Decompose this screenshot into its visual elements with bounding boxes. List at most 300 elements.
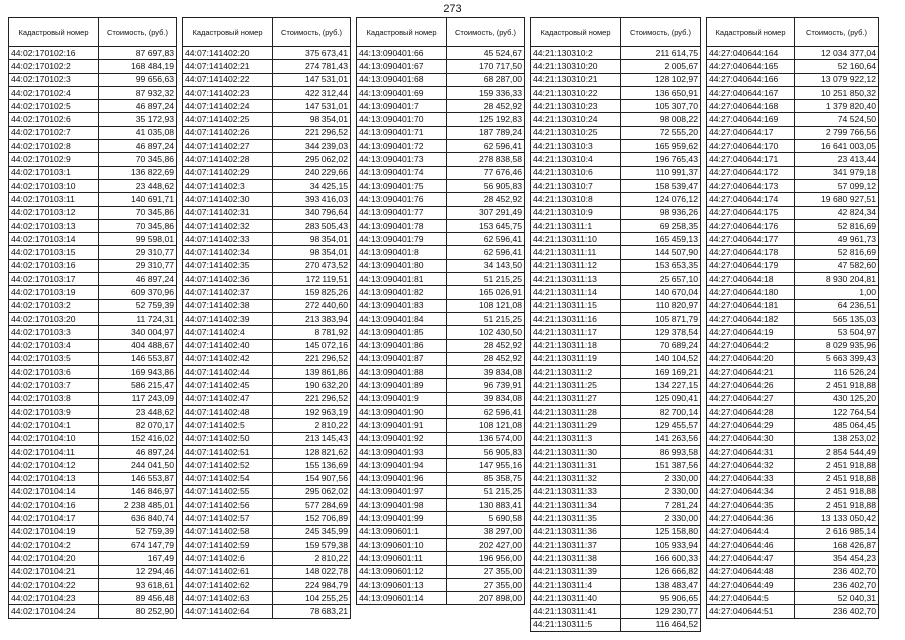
table-row xyxy=(183,219,351,232)
cadastral-number: 44:21:130311:19 xyxy=(531,352,621,365)
cost-value: 8 781,92 xyxy=(273,326,351,339)
cost-value: 11 724,31 xyxy=(99,312,177,325)
table-row xyxy=(357,326,525,339)
cadastral-number: 44:13:090401:98 xyxy=(357,499,447,512)
table-row xyxy=(531,578,701,591)
cadastral-number: 44:21:130311:34 xyxy=(531,499,621,512)
table-row xyxy=(9,140,177,153)
cost-value: 28 452,92 xyxy=(447,352,525,365)
cadastral-number: 44:21:130310:8 xyxy=(531,193,621,206)
table-row xyxy=(531,259,701,272)
table-row xyxy=(531,592,701,605)
table-row xyxy=(707,286,879,299)
cost-value: 80 252,90 xyxy=(99,605,177,618)
cost-value: 244 041,50 xyxy=(99,459,177,472)
cadastral-number: 44:07:141402:38 xyxy=(183,299,273,312)
cost-value: 45 524,67 xyxy=(447,47,525,60)
cadastral-number: 44:07:141402:64 xyxy=(183,605,273,618)
table-row xyxy=(9,86,177,99)
page-number: 273 xyxy=(443,3,462,15)
cost-value: 128 821,62 xyxy=(273,445,351,458)
cost-value: 25 657,10 xyxy=(621,273,701,286)
cost-value: 213 145,43 xyxy=(273,432,351,445)
cost-value: 1 379 820,40 xyxy=(795,100,879,113)
table-row xyxy=(183,392,351,405)
cost-value: 136 574,00 xyxy=(447,432,525,445)
table-row xyxy=(183,153,351,166)
table-row xyxy=(357,193,525,206)
cadastral-number: 44:07:141402:45 xyxy=(183,379,273,392)
cadastral-number: 44:02:170102:6 xyxy=(9,113,99,126)
table-row xyxy=(357,392,525,405)
cadastral-number: 44:21:130311:29 xyxy=(531,419,621,432)
cost-value: 72 555,20 xyxy=(621,126,701,139)
cadastral-number: 44:21:130311:40 xyxy=(531,592,621,605)
table-row xyxy=(707,432,879,445)
cadastral-number: 44:13:090401:66 xyxy=(357,47,447,60)
cadastral-number: 44:13:090401:76 xyxy=(357,193,447,206)
table-row xyxy=(531,206,701,219)
header-row xyxy=(531,18,701,47)
table-row xyxy=(531,512,701,525)
table-row xyxy=(183,538,351,551)
table-row xyxy=(707,552,879,565)
table-row xyxy=(531,273,701,286)
cadastral-number: 44:07:141402:42 xyxy=(183,352,273,365)
table-row xyxy=(707,140,879,153)
cadastral-number: 44:27:040644:30 xyxy=(707,432,795,445)
table-row xyxy=(9,512,177,525)
cadastral-number: 44:07:141402:61 xyxy=(183,565,273,578)
cadastral-number: 44:13:090401:97 xyxy=(357,485,447,498)
cost-value: 62 596,41 xyxy=(447,233,525,246)
cost-value: 70 345,86 xyxy=(99,206,177,219)
cadastral-number: 44:02:170104:2 xyxy=(9,538,99,551)
table-row xyxy=(183,73,351,86)
cadastral-number: 44:27:040644:4 xyxy=(707,525,795,538)
table-row xyxy=(9,233,177,246)
cadastral-number: 44:13:090401:74 xyxy=(357,166,447,179)
table-row xyxy=(707,578,879,591)
cost-value: 278 838,58 xyxy=(447,153,525,166)
cadastral-number: 44:07:141402:39 xyxy=(183,312,273,325)
cost-value: 196 765,43 xyxy=(621,153,701,166)
table-row xyxy=(9,485,177,498)
cadastral-number: 44:07:141402:34 xyxy=(183,246,273,259)
cost-value: 116 464,52 xyxy=(621,618,701,631)
cadastral-number: 44:21:130310:4 xyxy=(531,153,621,166)
cost-value: 140 691,71 xyxy=(99,193,177,206)
cadastral-number: 44:02:170104:1 xyxy=(9,419,99,432)
table-row xyxy=(357,312,525,325)
cost-value: 125 090,41 xyxy=(621,392,701,405)
cadastral-number: 44:07:141402:26 xyxy=(183,126,273,139)
cost-value: 2 451 918,88 xyxy=(795,499,879,512)
cadastral-number: 44:13:090401:82 xyxy=(357,286,447,299)
cost-value: 2 810,22 xyxy=(273,419,351,432)
cadastral-number: 44:13:090401:9 xyxy=(357,392,447,405)
cost-value: 168 426,87 xyxy=(795,538,879,551)
table-row xyxy=(183,605,351,618)
table-row xyxy=(707,126,879,139)
table-row xyxy=(183,206,351,219)
cost-value: 129 378,54 xyxy=(621,326,701,339)
cadastral-number: 44:07:141402:24 xyxy=(183,100,273,113)
cadastral-number: 44:27:040644:19 xyxy=(707,326,795,339)
cost-value: 140 670,04 xyxy=(621,286,701,299)
cadastral-number: 44:07:141402:51 xyxy=(183,445,273,458)
cost-value: 192 963,19 xyxy=(273,406,351,419)
cost-value: 159 579,38 xyxy=(273,538,351,551)
cadastral-number: 44:27:040644:18 xyxy=(707,273,795,286)
cost-value: 609 370,96 xyxy=(99,286,177,299)
table-row xyxy=(9,379,177,392)
cadastral-number: 44:27:040644:36 xyxy=(707,512,795,525)
cost-value: 270 473,52 xyxy=(273,259,351,272)
table-row xyxy=(707,259,879,272)
cadastral-header: Кадастровый номер xyxy=(357,18,447,47)
cadastral-number: 44:21:130311:5 xyxy=(531,618,621,631)
table-row xyxy=(9,406,177,419)
table-row xyxy=(357,86,525,99)
cost-value: 98 354,01 xyxy=(273,113,351,126)
table-row xyxy=(9,578,177,591)
table-row xyxy=(531,552,701,565)
table-row xyxy=(531,352,701,365)
cadastral-number: 44:27:040644:33 xyxy=(707,472,795,485)
cadastral-number: 44:13:090401:80 xyxy=(357,259,447,272)
table-row xyxy=(9,246,177,259)
cadastral-number: 44:21:130311:37 xyxy=(531,538,621,551)
cadastral-number: 44:21:130310:22 xyxy=(531,86,621,99)
cost-value: 169 169,21 xyxy=(621,366,701,379)
cost-value: 674 147,79 xyxy=(99,538,177,551)
cadastral-number: 44:27:040644:178 xyxy=(707,246,795,259)
cadastral-number: 44:07:141402:55 xyxy=(183,485,273,498)
cost-value: 153 645,75 xyxy=(447,219,525,232)
cost-value: 430 125,20 xyxy=(795,392,879,405)
cadastral-number: 44:02:170102:3 xyxy=(9,73,99,86)
cost-value: 565 135,03 xyxy=(795,312,879,325)
cost-value: 95 906,65 xyxy=(621,592,701,605)
cadastral-number: 44:27:040644:26 xyxy=(707,379,795,392)
cost-value: 170 717,50 xyxy=(447,60,525,73)
table-row xyxy=(531,299,701,312)
cost-value: 70 345,86 xyxy=(99,153,177,166)
cost-value: 146 553,87 xyxy=(99,352,177,365)
cost-value: 41 035,08 xyxy=(99,126,177,139)
cadastral-number: 44:02:170102:2 xyxy=(9,60,99,73)
cost-value: 28 452,92 xyxy=(447,339,525,352)
cadastral-number: 44:21:130311:1 xyxy=(531,219,621,232)
cost-value: 2 238 485,01 xyxy=(99,499,177,512)
cost-value: 105 871,79 xyxy=(621,312,701,325)
table-row xyxy=(707,339,879,352)
cost-header: Стоимость, (руб.) xyxy=(795,18,879,47)
cadastral-number: 44:27:040644:49 xyxy=(707,578,795,591)
table-row xyxy=(9,366,177,379)
cost-value: 1,00 xyxy=(795,286,879,299)
cadastral-number: 44:27:040644:27 xyxy=(707,392,795,405)
cadastral-number: 44:13:090401:68 xyxy=(357,73,447,86)
table-row xyxy=(9,472,177,485)
table-row xyxy=(9,605,177,618)
cadastral-number: 44:07:141402:35 xyxy=(183,259,273,272)
cost-value: 23 413,44 xyxy=(795,153,879,166)
cost-value: 236 402,70 xyxy=(795,578,879,591)
cost-value: 62 596,41 xyxy=(447,140,525,153)
cadastral-number: 44:21:130311:2 xyxy=(531,366,621,379)
cost-value: 98 008,22 xyxy=(621,113,701,126)
cadastral-number: 44:27:040644:168 xyxy=(707,100,795,113)
table-row xyxy=(707,352,879,365)
cost-value: 147 955,16 xyxy=(447,459,525,472)
cost-value: 110 991,37 xyxy=(621,166,701,179)
table-row xyxy=(531,312,701,325)
cadastral-number: 44:21:130311:39 xyxy=(531,565,621,578)
table-row xyxy=(707,299,879,312)
table-row xyxy=(531,525,701,538)
cadastral-number: 44:02:170104:10 xyxy=(9,432,99,445)
table-row xyxy=(707,113,879,126)
table-row xyxy=(707,312,879,325)
cost-value: 211 614,75 xyxy=(621,47,701,60)
cost-value: 221 296,52 xyxy=(273,352,351,365)
table-row xyxy=(357,73,525,86)
cadastral-number: 44:07:141402:3 xyxy=(183,179,273,192)
table-row xyxy=(357,179,525,192)
table-row xyxy=(9,47,177,60)
table-row xyxy=(707,47,879,60)
table-row xyxy=(183,432,351,445)
table-row xyxy=(531,126,701,139)
cost-value: 70 689,24 xyxy=(621,339,701,352)
table-row xyxy=(9,153,177,166)
cost-value: 129 455,57 xyxy=(621,419,701,432)
cost-value: 98 936,26 xyxy=(621,206,701,219)
table-row xyxy=(357,140,525,153)
cost-value: 154 907,56 xyxy=(273,472,351,485)
cost-value: 34 425,15 xyxy=(273,179,351,192)
table-row xyxy=(183,485,351,498)
cost-value: 129 230,77 xyxy=(621,605,701,618)
cadastral-number: 44:07:141402:52 xyxy=(183,459,273,472)
cadastral-number: 44:02:170103:11 xyxy=(9,193,99,206)
cadastral-number: 44:13:090401:8 xyxy=(357,246,447,259)
table-row xyxy=(707,605,879,618)
cost-value: 169 943,86 xyxy=(99,366,177,379)
table-row xyxy=(357,153,525,166)
table-row xyxy=(531,605,701,618)
cadastral-number: 44:21:130310:21 xyxy=(531,73,621,86)
cadastral-number: 44:27:040644:180 xyxy=(707,286,795,299)
cost-table-4 xyxy=(530,17,701,632)
cost-table-1 xyxy=(8,17,177,619)
cost-value: 102 430,50 xyxy=(447,326,525,339)
cost-value: 46 897,24 xyxy=(99,100,177,113)
table-row xyxy=(531,366,701,379)
cadastral-number: 44:21:130311:35 xyxy=(531,512,621,525)
cadastral-number: 44:21:130311:32 xyxy=(531,472,621,485)
cadastral-number: 44:07:141402:57 xyxy=(183,512,273,525)
table-row xyxy=(183,100,351,113)
table-row xyxy=(357,419,525,432)
cadastral-header: Кадастровый номер xyxy=(707,18,795,47)
table-row xyxy=(9,273,177,286)
cost-value: 12 294,46 xyxy=(99,565,177,578)
cost-value: 344 239,03 xyxy=(273,140,351,153)
cost-value: 187 789,24 xyxy=(447,126,525,139)
table-row xyxy=(183,259,351,272)
cost-value: 577 284,69 xyxy=(273,499,351,512)
cost-value: 78 683,21 xyxy=(273,605,351,618)
table-row xyxy=(707,392,879,405)
cadastral-number: 44:21:130311:41 xyxy=(531,605,621,618)
table-row xyxy=(9,259,177,272)
cadastral-number: 44:07:141402:5 xyxy=(183,419,273,432)
cost-value: 85 358,75 xyxy=(447,472,525,485)
cost-value: 151 387,56 xyxy=(621,459,701,472)
table-row xyxy=(707,565,879,578)
table-row xyxy=(707,60,879,73)
cadastral-number: 44:13:090401:94 xyxy=(357,459,447,472)
cost-value: 155 136,69 xyxy=(273,459,351,472)
cadastral-number: 44:07:141402:56 xyxy=(183,499,273,512)
cadastral-number: 44:21:130311:31 xyxy=(531,459,621,472)
table-row xyxy=(707,485,879,498)
table-row xyxy=(707,445,879,458)
table-row xyxy=(531,73,701,86)
cost-value: 28 452,92 xyxy=(447,193,525,206)
table-row xyxy=(9,60,177,73)
cost-value: 77 676,46 xyxy=(447,166,525,179)
table-row xyxy=(9,525,177,538)
cost-value: 12 034 377,04 xyxy=(795,47,879,60)
table-row xyxy=(183,233,351,246)
cadastral-number: 44:27:040644:28 xyxy=(707,406,795,419)
table-row xyxy=(9,592,177,605)
cost-value: 148 022,78 xyxy=(273,565,351,578)
cost-value: 138 253,02 xyxy=(795,432,879,445)
cadastral-number: 44:27:040644:176 xyxy=(707,219,795,232)
table-row xyxy=(183,166,351,179)
table-row xyxy=(9,113,177,126)
cadastral-number: 44:13:090401:91 xyxy=(357,419,447,432)
cadastral-number: 44:21:130311:38 xyxy=(531,552,621,565)
cadastral-number: 44:02:170103:15 xyxy=(9,246,99,259)
table-row xyxy=(707,419,879,432)
cost-value: 52 040,31 xyxy=(795,592,879,605)
cost-value: 224 984,79 xyxy=(273,578,351,591)
cost-header: Стоимость, (руб.) xyxy=(273,18,351,47)
table-row xyxy=(357,459,525,472)
table-row xyxy=(531,60,701,73)
cadastral-number: 44:13:090401:70 xyxy=(357,113,447,126)
table-row xyxy=(183,419,351,432)
cost-value: 586 215,47 xyxy=(99,379,177,392)
cadastral-number: 44:21:130311:18 xyxy=(531,339,621,352)
cadastral-number: 44:02:170102:9 xyxy=(9,153,99,166)
table-row xyxy=(357,166,525,179)
cadastral-number: 44:27:040644:5 xyxy=(707,592,795,605)
cadastral-number: 44:02:170104:17 xyxy=(9,512,99,525)
table-row xyxy=(707,179,879,192)
cadastral-number: 44:21:130311:25 xyxy=(531,379,621,392)
cost-value: 39 834,08 xyxy=(447,392,525,405)
cost-value: 49 961,73 xyxy=(795,233,879,246)
cost-value: 172 119,51 xyxy=(273,273,351,286)
cost-value: 153 653,35 xyxy=(621,259,701,272)
table-row xyxy=(357,472,525,485)
cadastral-number: 44:02:170104:22 xyxy=(9,578,99,591)
table-row xyxy=(9,339,177,352)
table-row xyxy=(707,379,879,392)
table-row xyxy=(9,286,177,299)
table-row xyxy=(183,286,351,299)
cadastral-number: 44:07:141402:54 xyxy=(183,472,273,485)
cadastral-number: 44:07:141402:36 xyxy=(183,273,273,286)
cost-value: 108 121,08 xyxy=(447,419,525,432)
cost-value: 8 029 935,96 xyxy=(795,339,879,352)
cadastral-number: 44:02:170103:7 xyxy=(9,379,99,392)
cadastral-number: 44:13:090401:92 xyxy=(357,432,447,445)
cadastral-number: 44:13:090401:85 xyxy=(357,326,447,339)
cadastral-number: 44:21:130310:2 xyxy=(531,47,621,60)
cadastral-number: 44:07:141402:28 xyxy=(183,153,273,166)
table-row xyxy=(531,618,701,631)
cadastral-number: 44:02:170104:21 xyxy=(9,565,99,578)
cadastral-number: 44:21:130311:15 xyxy=(531,299,621,312)
table-row xyxy=(183,379,351,392)
table-row xyxy=(531,326,701,339)
cost-value: 51 215,25 xyxy=(447,312,525,325)
cadastral-number: 44:21:130311:33 xyxy=(531,485,621,498)
cost-value: 152 706,89 xyxy=(273,512,351,525)
table-row xyxy=(183,406,351,419)
table-row xyxy=(9,552,177,565)
table-row xyxy=(357,538,525,551)
cadastral-number: 44:21:130311:10 xyxy=(531,233,621,246)
cadastral-number: 44:13:090401:67 xyxy=(357,60,447,73)
cadastral-number: 44:13:090401:87 xyxy=(357,352,447,365)
cost-value: 134 227,15 xyxy=(621,379,701,392)
cadastral-number: 44:13:090401:78 xyxy=(357,219,447,232)
cadastral-number: 44:07:141402:48 xyxy=(183,406,273,419)
cadastral-number: 44:13:090401:7 xyxy=(357,100,447,113)
table-row xyxy=(183,47,351,60)
cost-value: 190 632,20 xyxy=(273,379,351,392)
table-row xyxy=(357,286,525,299)
cadastral-number: 44:21:130310:6 xyxy=(531,166,621,179)
cadastral-number: 44:21:130311:4 xyxy=(531,578,621,591)
cost-header: Стоимость, (руб.) xyxy=(447,18,525,47)
cost-value: 10 251 850,32 xyxy=(795,86,879,99)
table-row xyxy=(357,246,525,259)
cost-value: 13 079 922,12 xyxy=(795,73,879,86)
table-row xyxy=(531,419,701,432)
table-row xyxy=(9,499,177,512)
cost-value: 236 402,70 xyxy=(795,565,879,578)
cost-value: 110 820,97 xyxy=(621,299,701,312)
cadastral-number: 44:02:170103:20 xyxy=(9,312,99,325)
table-row xyxy=(9,392,177,405)
cost-value: 145 072,16 xyxy=(273,339,351,352)
cost-value: 99 598,01 xyxy=(99,233,177,246)
cost-value: 56 905,83 xyxy=(447,445,525,458)
cost-value: 16 641 003,05 xyxy=(795,140,879,153)
cadastral-number: 44:13:090601:13 xyxy=(357,578,447,591)
table-row xyxy=(531,179,701,192)
